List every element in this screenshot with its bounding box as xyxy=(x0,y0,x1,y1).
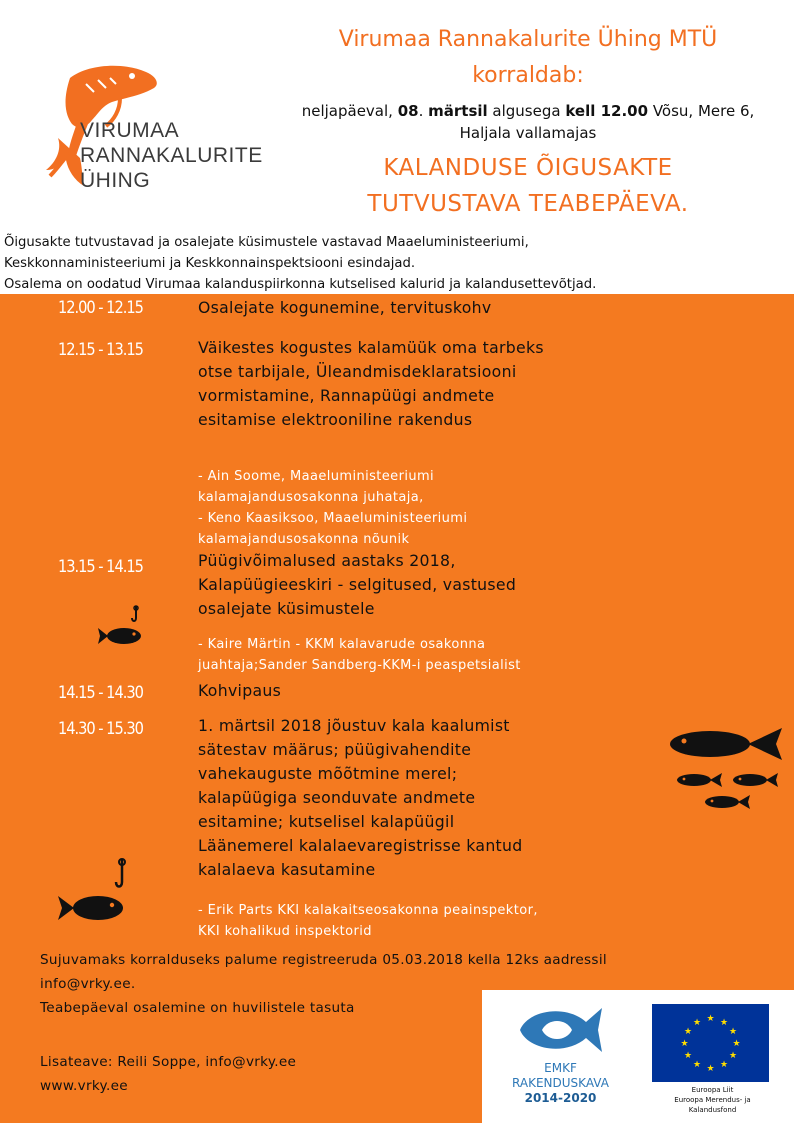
agenda-speakers-5-line-2: KKI kohalikud inspektorid xyxy=(198,924,372,939)
agenda-time-4: 14.15 - 14.30 xyxy=(58,683,143,703)
agenda-topic-2-line-1: Väikestes kogustes kalamüük oma tarbeks xyxy=(198,338,544,357)
registration-line-2: info@vrky.ee. xyxy=(40,976,136,992)
agenda-speakers-2-line-1: - Ain Soome, Maaeluministeeriumi xyxy=(198,469,435,484)
event-place: Võsu, Mere 6, xyxy=(648,102,755,120)
svg-text:★: ★ xyxy=(728,1027,738,1037)
event-date-dot: . xyxy=(418,102,429,120)
agenda-topic-3 xyxy=(198,549,516,621)
agenda-speakers-2-line-4: kalamajandusosakonna nõunik xyxy=(198,532,410,547)
agenda-topic-5-line-5: esitamine; kutselisel kalapüügil xyxy=(198,812,455,831)
emkf-label-line-1: EMKF xyxy=(544,1061,577,1075)
agenda-topic-5-line-1: 1. märtsil 2018 jõustuv kala kaalumist xyxy=(198,716,510,735)
logo-text-line-1: VIRUMAA xyxy=(80,119,180,142)
contact-info xyxy=(40,1050,296,1098)
svg-text:★: ★ xyxy=(719,1060,729,1070)
agenda-topic-4 xyxy=(198,679,281,703)
agenda-speakers-2-line-3: - Keno Kaasiksoo, Maaeluministeeriumi xyxy=(198,511,468,526)
event-title xyxy=(262,150,794,222)
event-title-line-2: TUTVUSTAVA TEABEPÄEVA. xyxy=(367,191,689,217)
agenda-topic-5-line-6: Läänemerel kalalaevaregistrisse kantud xyxy=(198,836,523,855)
intro-text xyxy=(4,232,794,295)
svg-text:★: ★ xyxy=(706,1064,715,1074)
event-date: 08 xyxy=(397,102,419,120)
svg-text:★: ★ xyxy=(680,1039,689,1049)
svg-text:★: ★ xyxy=(706,1014,715,1024)
event-start-text: algusega xyxy=(487,102,566,120)
agenda-topic-4-line-1: Kohvipaus xyxy=(198,681,282,700)
logo-text-line-2: RANNAKALURITE xyxy=(80,144,263,167)
agenda-speakers-2 xyxy=(198,466,467,550)
agenda-time-2: 12.15 - 13.15 xyxy=(58,340,143,360)
agenda-topic-2-line-2: otse tarbijale, Üleandmisdeklaratsiooni xyxy=(198,362,517,381)
contact-line: Lisateave: Reili Soppe, info@vrky.ee xyxy=(40,1054,297,1070)
svg-text:★: ★ xyxy=(692,1018,702,1028)
event-month: märtsil xyxy=(428,102,488,120)
agenda-topic-2 xyxy=(198,336,544,432)
agenda-time-3: 13.15 - 14.15 xyxy=(58,557,143,577)
event-info xyxy=(262,100,794,144)
agenda-speakers-5 xyxy=(198,900,538,942)
event-time: kell 12.00 xyxy=(565,102,649,120)
organizer-title xyxy=(262,22,794,94)
registration-line-1: Sujuvamaks korralduseks palume registreeruda 05.03.2018 kella 12ks aadressil xyxy=(40,952,607,968)
free-participation-note: Teabepäeval osalemine on huvilistele tasuta xyxy=(40,1000,355,1016)
svg-text:★: ★ xyxy=(692,1060,702,1070)
intro-line-2: Keskkonnaministeeriumi ja Keskkonnainspektsiooni esindajad. xyxy=(4,256,416,271)
emkf-label-line-3: 2014-2020 xyxy=(524,1091,597,1105)
agenda-speakers-3 xyxy=(198,634,521,676)
emkf-fish-icon xyxy=(514,1004,610,1056)
svg-text:★: ★ xyxy=(732,1039,741,1049)
organizer-title-line-1: Virumaa Rannakalurite Ühing MTÜ xyxy=(338,27,718,52)
event-title-line-1: KALANDUSE ÕIGUSAKTE xyxy=(383,155,673,181)
agenda-topic-3-line-3: osalejate küsimustele xyxy=(198,599,375,618)
agenda-topic-3-line-2: Kalapüügieeskiri - selgitused, vastused xyxy=(198,575,517,594)
eu-caption-line-1: Euroopa Liit xyxy=(691,1086,734,1094)
agenda-topic-1 xyxy=(198,296,491,320)
emkf-label-line-2: RAKENDUSKAVA xyxy=(512,1076,609,1090)
intro-line-3: Osalema on oodatud Virumaa kalanduspiirkonna kutselised kalurid ja kalandusettevõtjad. xyxy=(4,277,597,292)
eu-caption xyxy=(650,1085,775,1115)
eu-caption-line-2: Euroopa Merendus- ja Kalandusfond xyxy=(674,1096,751,1114)
school-of-fish-icon xyxy=(664,724,788,814)
agenda-speakers-3-line-1: - Kaire Märtin - KKM kalavarude osakonna xyxy=(198,637,486,652)
event-place-line-2: Haljala vallamajas xyxy=(459,124,597,142)
logo-text xyxy=(80,118,263,193)
fish-on-hook-icon xyxy=(94,604,154,654)
agenda-speakers-5-line-1: - Erik Parts KKI kalakaitseosakonna peainspektor, xyxy=(198,903,538,918)
agenda-topic-5-line-7: kalalaeva kasutamine xyxy=(198,860,376,879)
fish-on-hook-icon xyxy=(54,856,134,928)
eu-stars-icon xyxy=(652,1004,769,1082)
agenda-topic-5 xyxy=(198,714,523,882)
agenda-topic-5-line-3: vahekauguste mõõtmine merel; xyxy=(198,764,458,783)
agenda-topic-2-line-3: vormistamine, Rannapüügi andmete xyxy=(198,386,495,405)
agenda-speakers-3-line-2: juahtaja;Sander Sandberg-KKM-i peaspetsialist xyxy=(198,658,521,673)
eu-flag xyxy=(652,1004,769,1082)
logo-text-line-3: ÜHING xyxy=(80,169,151,192)
svg-text:★: ★ xyxy=(683,1027,693,1037)
agenda-time-5: 14.30 - 15.30 xyxy=(58,719,143,739)
agenda-topic-5-line-2: sätestav määrus; püügivahendite xyxy=(198,740,472,759)
intro-line-1: Õigusakte tutvustavad ja osalejate küsimustele vastavad Maaeluministeeriumi, xyxy=(4,235,529,250)
organizer-title-line-2: korraldab: xyxy=(472,63,584,88)
event-day: neljapäeval, xyxy=(301,102,398,120)
agenda-topic-2-line-4: esitamise elektrooniline rakendus xyxy=(198,410,473,429)
agenda-topic-5-line-4: kalapüügiga seonduvate andmete xyxy=(198,788,476,807)
svg-text:★: ★ xyxy=(728,1051,738,1061)
svg-text:★: ★ xyxy=(683,1051,693,1061)
event-info-line-1 xyxy=(262,100,794,122)
agenda-time-1: 12.00 - 12.15 xyxy=(58,298,143,318)
emkf-label xyxy=(483,1061,638,1106)
agenda-speakers-2-line-2: kalamajandusosakonna juhataja, xyxy=(198,490,424,505)
svg-text:★: ★ xyxy=(719,1018,729,1028)
website-line: www.vrky.ee xyxy=(40,1078,128,1094)
agenda-topic-3-line-1: Püügivõimalused aastaks 2018, xyxy=(198,551,456,570)
agenda-topic-1-line-1: Osalejate kogunemine, tervituskohv xyxy=(198,298,492,317)
